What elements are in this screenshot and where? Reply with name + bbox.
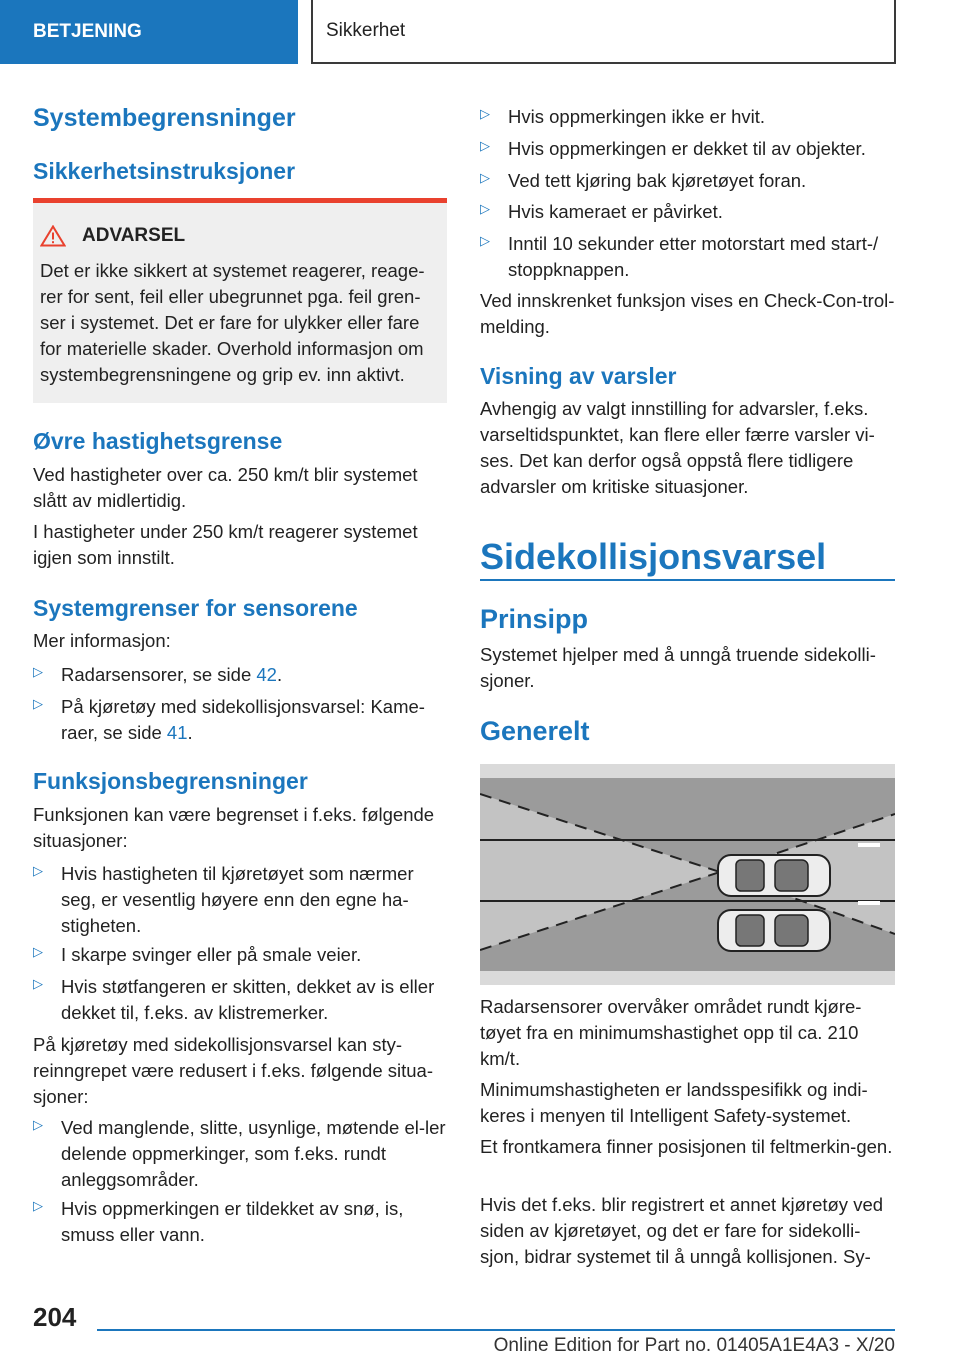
bullet-triangle-icon: ▷ [480, 233, 490, 248]
function-item-3: Hvis støtfangeren er skitten, dekket av is eller dekket til, f.eks. av klistremerker. [61, 976, 435, 1023]
limit-item-1: Hvis oppmerkingen ikke er hvit. [508, 106, 766, 127]
road-diagram [480, 764, 895, 985]
page-number: 204 [33, 1302, 77, 1332]
limit-item-5: Inntil 10 sekunder etter motorstart med start-/ stoppknappen. [508, 233, 879, 280]
header-chapter-tab [311, 0, 896, 64]
header-chapter-label: Sikkerhet [326, 20, 406, 41]
bullet-triangle-icon: ▷ [33, 944, 43, 959]
list-item [33, 662, 447, 688]
list-item [33, 861, 447, 939]
function-intro: Funksjonen kan være begrenset i f.eks. følgende situasjoner: [33, 804, 435, 851]
principle-text: Systemet hjelper med å unngå truende sidekolli-sjoner. [480, 644, 876, 691]
bullet-triangle-icon: ▷ [480, 201, 490, 216]
bullet-triangle-icon: ▷ [33, 664, 43, 679]
warnings-heading: Visning av varsler [480, 363, 677, 389]
page-link-42[interactable]: 42 [256, 664, 277, 685]
car-side [718, 910, 830, 951]
warning-text: Det er ikke sikkert at systemet reagerer, reage-rer for sent, feil eller ubegrunnet pga. feil gren-ser i systemet. Det er fare for ulykker eller fare for materielle skader. Overhold informasjon om systembegrensningene og grip ev. inn aktivt. [40, 260, 425, 385]
page-title: Systembegrensninger [33, 104, 296, 132]
radar-paragraph: Radarsensorer overvåker området rundt kjøre-tøyet fra en minimumshastighet opp til ca. 210 km/t. [480, 996, 862, 1069]
limit-item-3: Ved tett kjøring bak kjøretøyet foran. [508, 170, 807, 191]
limit-item-2: Hvis oppmerkingen er dekket til av objekter. [508, 138, 866, 159]
limit-item-4: Hvis kameraet er påvirket. [508, 201, 723, 222]
general-heading: Generelt [480, 716, 590, 746]
bullet-triangle-icon: ▷ [480, 138, 490, 153]
list-item [33, 942, 447, 968]
header-section-tab [0, 0, 298, 64]
bullet-triangle-icon: ▷ [33, 1198, 43, 1213]
warning-triangle-icon [40, 225, 66, 247]
sensor-intro: Mer informasjon: [33, 630, 171, 651]
list-item [480, 231, 895, 283]
list-item [480, 168, 895, 194]
footer-rule [97, 1329, 895, 1331]
function-item-2: I skarpe svinger eller på smale veier. [61, 944, 362, 965]
steering-intro: På kjøretøy med sidekollisjonsvarsel kan sty-reinngrepet være redusert i f.eks. følgende situa-sjoner: [33, 1034, 433, 1107]
list-item [33, 974, 447, 1026]
bullet-triangle-icon: ▷ [33, 976, 43, 991]
warning-title [40, 225, 185, 247]
list-item [33, 694, 447, 746]
page-link-41[interactable]: 41 [166, 722, 188, 743]
sensor-item-2-end: . [187, 722, 193, 743]
warnings-text: Avhengig av valgt innstilling for advarsler, f.eks. varseltidspunktet, kan flere eller færre varsler vi-ses. Det kan derfor også oppstå flere tidligere advarsler om kritiske situasjoner. [480, 398, 875, 497]
sensor-item-1-end: . [276, 664, 283, 685]
warning-box [33, 198, 447, 403]
bullet-triangle-icon: ▷ [33, 1117, 43, 1132]
edition-footer: Online Edition for Part no. 01405A1E4A3 - X/20 [493, 1335, 895, 1356]
list-item [480, 199, 895, 225]
min-speed-paragraph: Minimumshastigheten er landsspesifikk og indi-keres i menyen til Intelligent Safety-systemet. [480, 1079, 868, 1126]
bullet-triangle-icon: ▷ [480, 106, 490, 121]
sensor-item-2-text: På kjøretøy med sidekollisjonsvarsel: Kame-raer, se side [61, 696, 425, 743]
list-item [33, 1115, 447, 1193]
speed-paragraph-1: Ved hastigheter over ca. 250 km/t blir systemet slått av midlertidig. [33, 464, 418, 511]
principle-heading: Prinsipp [480, 604, 589, 634]
list-item [33, 1196, 447, 1248]
steering-item-2: Hvis oppmerkingen er tildekket av snø, is, smuss eller vann. [61, 1198, 404, 1245]
collision-paragraph: Hvis det f.eks. blir registrert et annet kjøretøy ved siden av kjøretøyet, og det er fare for sidekolli-sjon, bidrar systemet til å unngå kollisjonen. Sy- [480, 1194, 884, 1267]
list-item [480, 104, 895, 130]
bullet-triangle-icon: ▷ [480, 170, 490, 185]
steering-item-1: Ved manglende, slitte, usynlige, møtende el-ler delende oppmerkinger, som f.eks. rundt anleggsområder. [61, 1117, 446, 1190]
section-title: Sidekollisjonsvarsel [480, 536, 827, 577]
camera-paragraph: Et frontkamera finner posisjonen til feltmerkin-gen. [480, 1136, 893, 1157]
function-heading: Funksjonsbegrensninger [33, 768, 308, 794]
sensor-item-1-text: Radarsensorer, se side [61, 664, 257, 685]
list-item [480, 136, 895, 162]
warning-title-text: ADVARSEL [82, 225, 186, 246]
speed-paragraph-2: I hastigheter under 250 km/t reagerer systemet igjen som innstilt. [33, 521, 418, 568]
bullet-triangle-icon: ▷ [33, 863, 43, 878]
lane-illustration [480, 764, 895, 985]
car-front [718, 855, 830, 896]
speed-heading: Øvre hastighetsgrense [33, 428, 283, 454]
header-section-label: BETJENING [33, 21, 142, 42]
section-title-rule [480, 579, 895, 581]
check-control-text: Ved innskrenket funksjon vises en Check-Con-trol-melding. [480, 290, 895, 337]
bullet-triangle-icon: ▷ [33, 696, 43, 711]
safety-heading: Sikkerhetsinstruksjoner [33, 158, 296, 184]
sensor-heading: Systemgrenser for sensorene [33, 595, 358, 621]
function-item-1: Hvis hastigheten til kjøretøyet som nærmer seg, er vesentlig høyere enn den egne ha-stigheten. [61, 863, 414, 936]
